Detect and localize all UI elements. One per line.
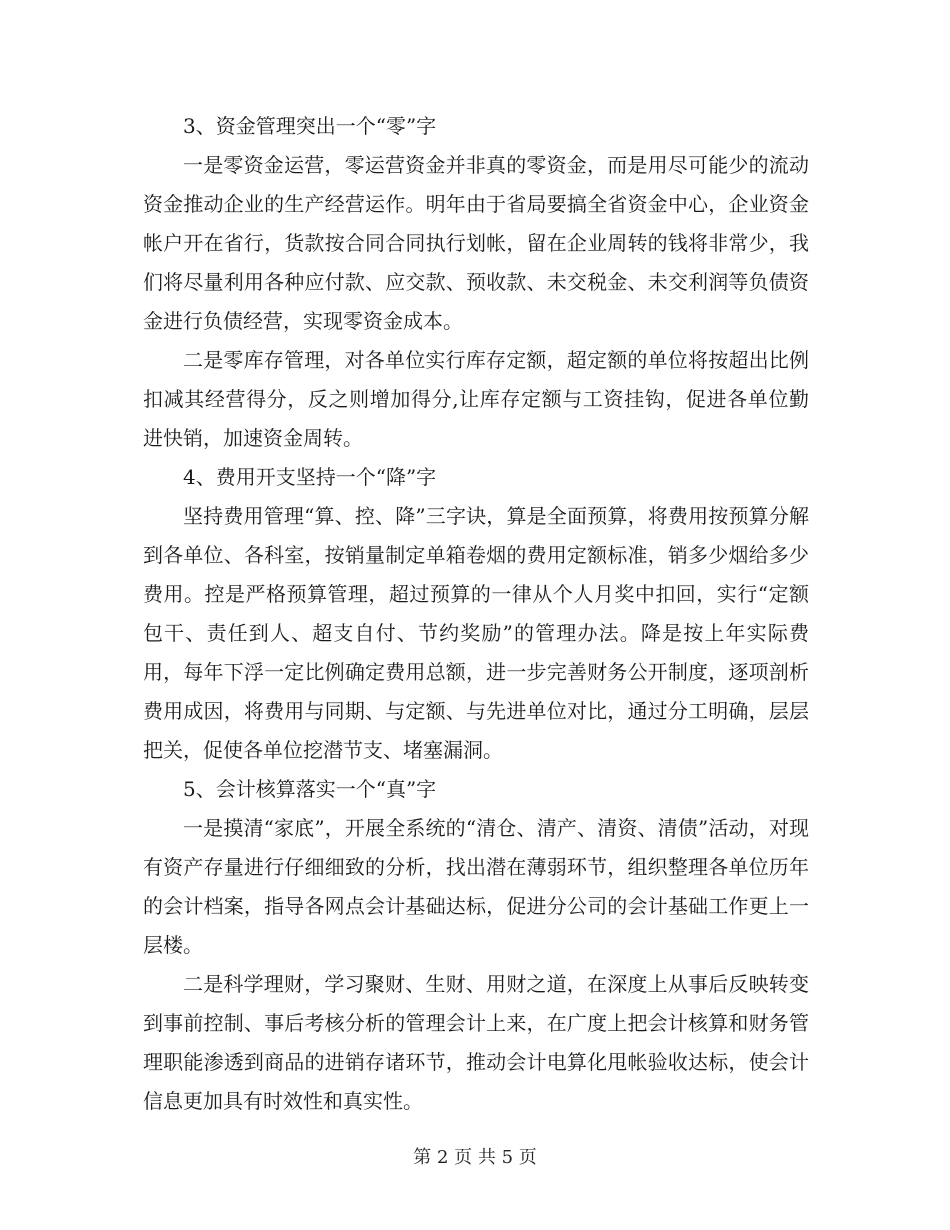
paragraph-financial-management: 二是科学理财，学习聚财、生财、用财之道，在深度上从事后反映转变到事前控制、事后考核分析的管理会计上来，在广度上把会计核算和财务管理职能渗透到商品的进销存诸环节，推动会计电算化甩帐验收达标，使会计信息更加具有时效性和真实性。	[143, 972, 809, 1113]
page-footer: 第 2 页 共 5 页	[413, 1147, 537, 1168]
section-heading-3: 3、资金管理突出一个“零”字	[183, 114, 437, 138]
section-heading-5: 5、会计核算落实一个“真”字	[183, 777, 437, 801]
document-body	[143, 107, 809, 1121]
paragraph-asset-audit: 一是摸清“家底”，开展全系统的“清仓、清产、清资、清债”活动，对现有资产存量进行仔细细致的分析，找出潜在薄弱环节，组织整理各单位历年的会计档案，指导各网点会计基础达标，促进分公司的会计基础工作更上一层楼。	[143, 816, 809, 957]
paragraph-zero-capital: 一是零资金运营，零运营资金并非真的零资金，而是用尽可能少的流动资金推动企业的生产经营运作。明年由于省局要搞全省资金中心，企业资金帐户开在省行，货款按合同合同执行划帐，留在企业周转的钱将非常少，我们将尽量利用各种应付款、应交款、预收款、未交税金、未交利润等负债资金进行负债经营，实现零资金成本。	[143, 153, 809, 333]
paragraph-zero-inventory: 二是零库存管理，对各单位实行库存定额，超定额的单位将按超出比例扣减其经营得分，反之则增加得分,让库存定额与工资挂钩，促进各单位勤进快销，加速资金周转。	[143, 348, 809, 450]
section-heading-4: 4、费用开支坚持一个“降”字	[183, 465, 437, 489]
paragraph-cost-control: 坚持费用管理“算、控、降”三字诀，算是全面预算，将费用按预算分解到各单位、各科室，按销量制定单箱卷烟的费用定额标准，销多少烟给多少费用。控是严格预算管理，超过预算的一律从个人月奖中扣回，实行“定额包干、责任到人、超支自付、节约奖励”的管理办法。降是按上年实际费用，每年下浮一定比例确定费用总额，进一步完善财务公开制度，逐项剖析费用成因，将费用与同期、与定额、与先进单位对比，通过分工明确，层层把关，促使各单位挖潜节支、堵塞漏洞。	[143, 504, 809, 762]
